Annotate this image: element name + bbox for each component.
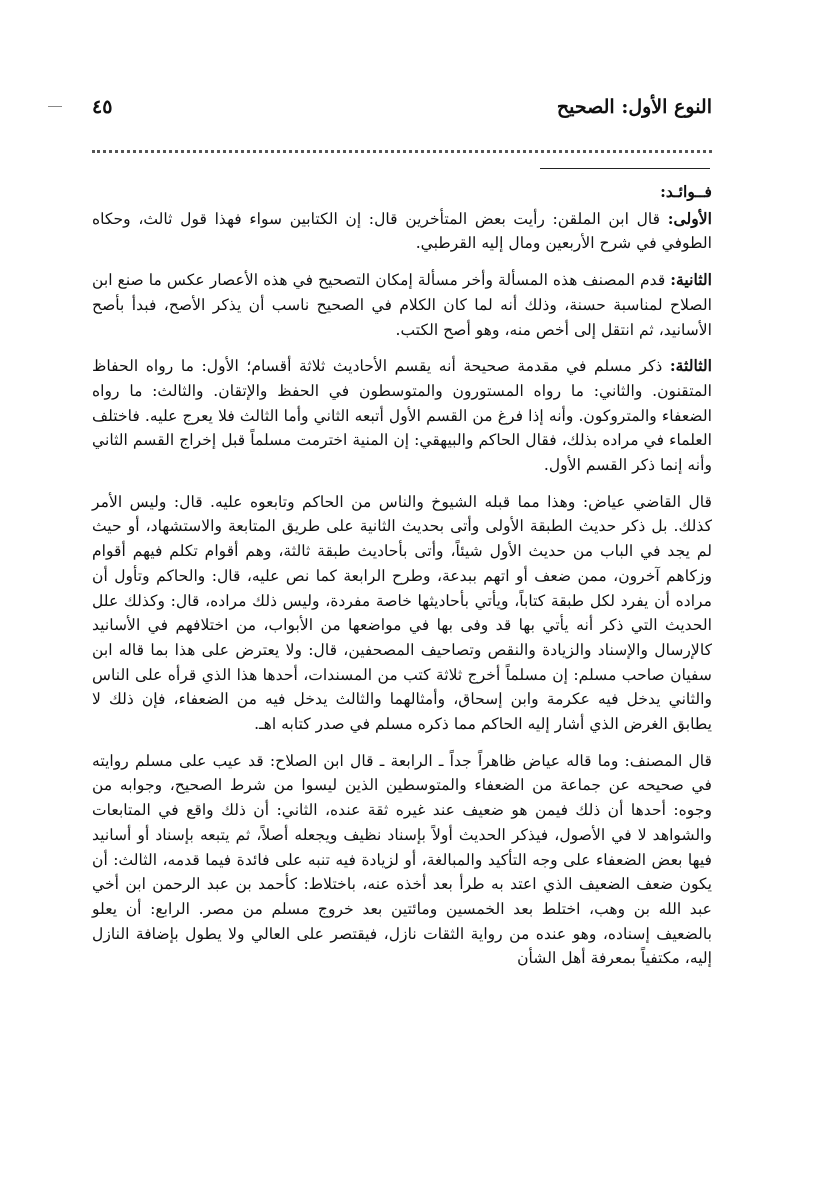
paragraph-text: قال ابن الملقن: رأيت بعض المتأخرين قال: إن الكتابين سواء فهذا قول ثالث، وحكاه الطوفي في شرح الأربعين ومال إليه القرطبي. [92,209,712,253]
paragraph-text: ذكر مسلم في مقدمة صحيحة أنه يقسم الأحاديث ثلاثة أقسام؛ الأول: ما رواه الحفاظ المتقنون. والثاني: ما رواه المستورون والمتوسطون في الحفظ والإتقان. والثالث: ما رواه الضعفاء والمتروكون. وأنه إذا فرغ من القسم الأول أتبعه الثاني وأما الثالث فلا يعرج عليه. فاختلف العلماء في مراده بذلك، فقال الحاكم والبيهقي: إن المنية اخترمت مسلماً قبل إخراج القسم الثاني وأنه إنما ذكر القسم الأول. [92,357,712,475]
running-title: النوع الأول: الصحيح [556,96,712,118]
footnote-separator [540,168,710,169]
margin-mark [48,106,62,107]
paragraph-third [92,354,712,478]
page-number: ٤٥ [92,96,113,118]
paragraph-text: قال القاضي عياض: وهذا مما قبله الشيوخ والناس من الحاكم وتابعوه عليه. قال: وليس الأمر كذلك. بل ذكر حديث الطبقة الأولى وأتى بحديث الثانية على طريق المتابعة والاستشهاد، أو حيث لم يجد في الباب من حديث الأول شيئاً، وأتى بأحاديث طبقة ثالثة، وهم أقوام تكلم فيهم أقوام وزكاهم آخرون، ممن ضعف أو اتهم ببدعة، وطرح الرابعة كما نص عليه، قال: والحاكم وتأول أن مراده أن يفرد لكل طبقة كتاباً، ويأتي بأحاديثها خاصة مفردة، وليس ذلك مراده، قال: وكذلك علل الحديث التي ذكر أنه يأتي بها قد وفى بها في مواضعها من الأبواب، من اختلافهم في الأسانيد كالإرسال والإسناد والزيادة والنقص وتصاحيف المصحفين، قال: ولا يعترض على هذا بما قاله ابن سفيان صاحب مسلم: إن مسلماً أخرج ثلاثة كتب من المسندات، أحدها هذا الذي قرأه على الناس والثاني يدخل فيه عكرمة وابن إسحاق، وأمثالهما والثالث يدخل فيه من الضعفاء، فإن ذلك لا يطابق الغرض الذي أشار إليه الحاكم مما ذكره مسلم في صدر كتابه اهـ. [92,492,712,734]
section-heading: فــوائـد: [660,182,712,201]
paragraph-lead: الثانية: [670,270,712,290]
paragraph-first [92,207,712,256]
page-body [92,180,712,977]
paragraph-lead: الأولى: [667,208,712,228]
paragraph-second [92,268,712,342]
paragraph-text: قدم المصنف هذه المسألة وأخر مسألة إمكان التصحيح في هذه الأعصار عكس ما صنع ابن الصلاح لمناسبة حسنة، وذلك أنه لما كان الكلام في الصحيح ناسب أن يذكر الأصح، فبدأ بأصح الأسانيد، ثم انتقل إلى أخص منه، وهو أصح الكتب. [92,271,712,339]
paragraph-musannif [92,749,712,971]
page-header [92,96,712,130]
dotted-divider [92,150,712,153]
paragraph-text: قال المصنف: وما قاله عياض ظاهراً جداً ـ الرابعة ـ قال ابن الصلاح: قد عيب على مسلم روايته في صحيحه عن جماعة من الضعفاء والمتوسطين الذين ليسوا من شرط الصحيح، وجوابه من وجوه: أحدها أن ذلك فيمن هو ضعيف عند غيره ثقة عنده، الثاني: أن ذلك واقع في المتابعات والشواهد لا في الأصول، فيذكر الحديث أولاً بإسناد نظيف ويجعله أصلاً، ثم يتبعه بإسناد أو أسانيد فيها بعض الضعفاء على وجه التأكيد والمبالغة، أو لزيادة فيه تنبه على فائدة فيما قدمه، الثالث: أن يكون ضعف الضعيف الذي اعتد به طرأ بعد أخذه عنه، باختلاط: كأحمد بن عبد الرحمن ابن أخي عبد الله بن وهب، اختلط بعد الخمسين ومائتين بعد خروج مسلم من مصر. الرابع: أن يعلو بالضعيف إسناده، وهو عنده من رواية الثقات نازل، فيقتصر على العالي ولا يطول بإضافة النازل إليه، مكتفياً بمعرفة أهل الشأن [92,751,712,968]
paragraph-lead: الثالثة: [669,356,712,376]
paragraph-qadi-iyad [92,490,712,737]
